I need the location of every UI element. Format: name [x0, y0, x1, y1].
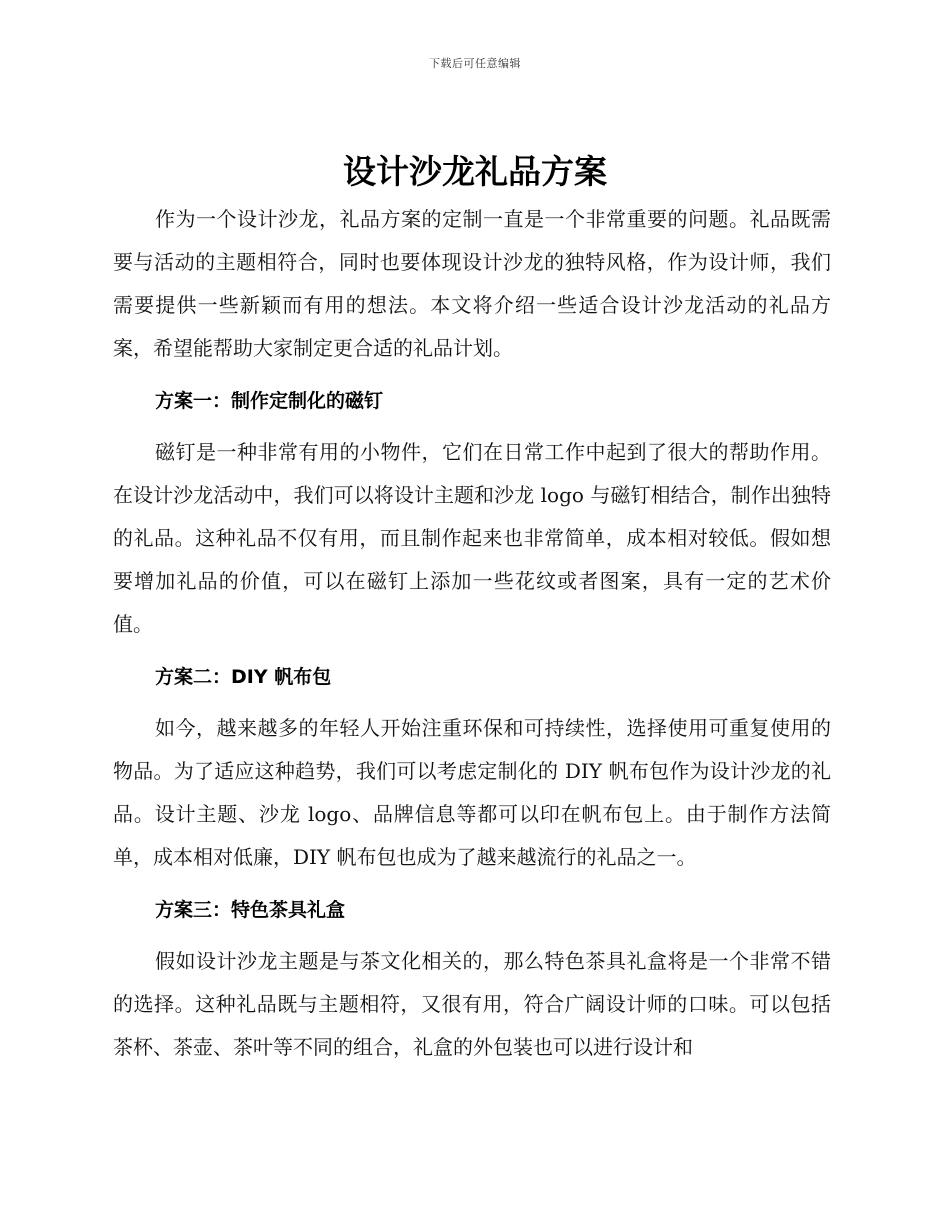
document-body: [113, 198, 831, 1069]
section-body-2: 如今，越来越多的年轻人开始注重环保和可持续性，选择使用可重复使用的物品。为了适应这种趋势，我们可以考虑定制化的 DIY 帆布包作为设计沙龙的礼品。设计主题、沙龙 logo、品牌信息等都可以印在帆布包上。由于制作方法简单，成本相对低廉，DIY 帆布包也成为了越来越流行的礼品之一。: [113, 716, 831, 869]
section-heading-2: 方案二：DIY 帆布包: [155, 666, 332, 688]
section-body-1: 磁钉是一种非常有用的小物件，它们在日常工作中起到了很大的帮助作用。在设计沙龙活动中，我们可以将设计主题和沙龙 logo 与磁钉相结合，制作出独特的礼品。这种礼品不仅有用，而且制作起来也非常简单，成本相对较低。假如想要增加礼品的价值，可以在磁钉上添加一些花纹或者图案，具有一定的艺术价值。: [113, 440, 831, 636]
section-body-3: 假如设计沙龙主题是与茶文化相关的，那么特色茶具礼盒将是一个非常不错的选择。这种礼品既与主题相符，又很有用，符合广阔设计师的口味。可以包括茶杯、茶壶、茶叶等不同的组合，礼盒的外包装也可以进行设计和: [113, 949, 831, 1059]
page-title: 设计沙龙礼品方案: [343, 152, 607, 191]
page-header-note: 下载后可任意编辑: [429, 57, 521, 70]
section-heading-3: 方案三：特色茶具礼盒: [155, 899, 346, 921]
intro-paragraph: 作为一个设计沙龙，礼品方案的定制一直是一个非常重要的问题。礼品既需要与活动的主题相符合，同时也要体现设计沙龙的独特风格，作为设计师，我们需要提供一些新颖而有用的想法。本文将介绍一些适合设计沙龙活动的礼品方案，希望能帮助大家制定更合适的礼品计划。: [113, 207, 831, 360]
section-heading-1: 方案一：制作定制化的磁钉: [155, 390, 384, 412]
